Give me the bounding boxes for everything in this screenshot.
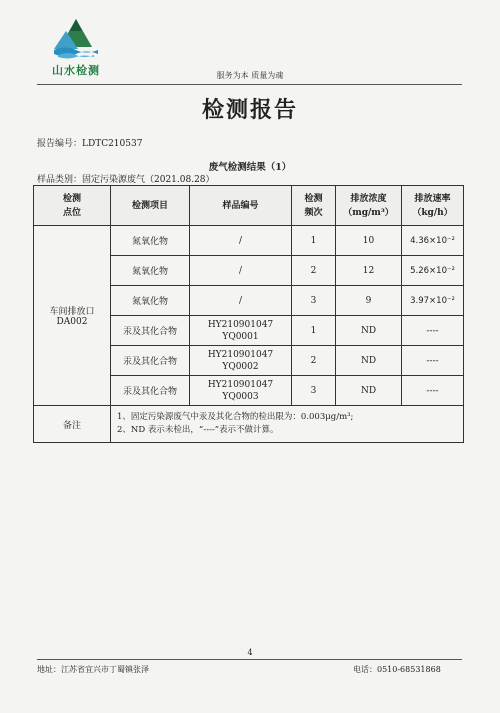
item-cell: 汞及其化合物 <box>111 346 190 376</box>
results-table <box>33 185 464 443</box>
header-point: 检测 点位 <box>34 186 111 226</box>
sample-cell: / <box>190 286 292 316</box>
sample-cell: HY210901047 YQ0001 <box>190 316 292 346</box>
freq-cell: 1 <box>292 316 336 346</box>
report-number: 报告编号：LDTC210537 <box>37 139 143 149</box>
rate-cell: ---- <box>402 316 464 346</box>
table-row <box>34 226 464 256</box>
header-sample: 样品编号 <box>190 186 292 226</box>
freq-cell: 2 <box>292 346 336 376</box>
conc-cell: 9 <box>336 286 402 316</box>
header-freq: 检测 频次 <box>292 186 336 226</box>
mountain-water-icon <box>52 17 100 61</box>
sample-cell: HY210901047 YQ0003 <box>190 376 292 406</box>
rate-cell: 3.97×10⁻² <box>402 286 464 316</box>
header-divider <box>37 84 462 85</box>
header-rate: 排放速率 （kg/h） <box>402 186 464 226</box>
rate-cell: ---- <box>402 346 464 376</box>
header-slogan: 服务为本 质量为魂 <box>216 71 284 80</box>
rate-cell: ---- <box>402 376 464 406</box>
footer-phone: 电话：0510-68531868 <box>353 665 441 674</box>
page-title: 检测报告 <box>201 98 298 123</box>
sample-cell: / <box>190 256 292 286</box>
freq-cell: 3 <box>292 286 336 316</box>
conc-cell: ND <box>336 376 402 406</box>
page-number: 4 <box>247 648 253 657</box>
notes-label: 备注 <box>34 406 111 443</box>
section-title: 废气检测结果（1） <box>208 162 292 173</box>
rate-cell: 4.36×10⁻² <box>402 226 464 256</box>
conc-cell: 12 <box>336 256 402 286</box>
note-line: 2、ND 表示未检出，“----”表示不做计算。 <box>117 425 279 435</box>
freq-cell: 3 <box>292 376 336 406</box>
footer-address: 地址：江苏省宜兴市丁蜀镇张泽 <box>37 665 149 674</box>
footer-divider <box>37 659 462 660</box>
rate-cell: 5.26×10⁻² <box>402 256 464 286</box>
sample-cell: / <box>190 226 292 256</box>
freq-cell: 1 <box>292 226 336 256</box>
item-cell: 氮氧化物 <box>111 226 190 256</box>
conc-cell: ND <box>336 346 402 376</box>
notes-text <box>111 406 464 443</box>
item-cell: 氮氧化物 <box>111 256 190 286</box>
logo-text: 山水检测 <box>52 64 100 77</box>
sample-cell: HY210901047 YQ0002 <box>190 346 292 376</box>
item-cell: 氮氧化物 <box>111 286 190 316</box>
item-cell: 汞及其化合物 <box>111 376 190 406</box>
point-cell: 车间排放口 DA002 <box>34 226 111 406</box>
conc-cell: 10 <box>336 226 402 256</box>
header-item: 检测项目 <box>111 186 190 226</box>
item-cell: 汞及其化合物 <box>111 316 190 346</box>
conc-cell: ND <box>336 316 402 346</box>
header-conc: 排放浓度 （mg/m³） <box>336 186 402 226</box>
sample-type: 样品类别：固定污染源废气（2021.08.28） <box>37 175 215 185</box>
note-line: 1、固定污染源废气中汞及其化合物的检出限为：0.003μg/m³; <box>117 412 354 422</box>
table-header-row <box>34 186 464 226</box>
freq-cell: 2 <box>292 256 336 286</box>
notes-row <box>34 406 464 443</box>
